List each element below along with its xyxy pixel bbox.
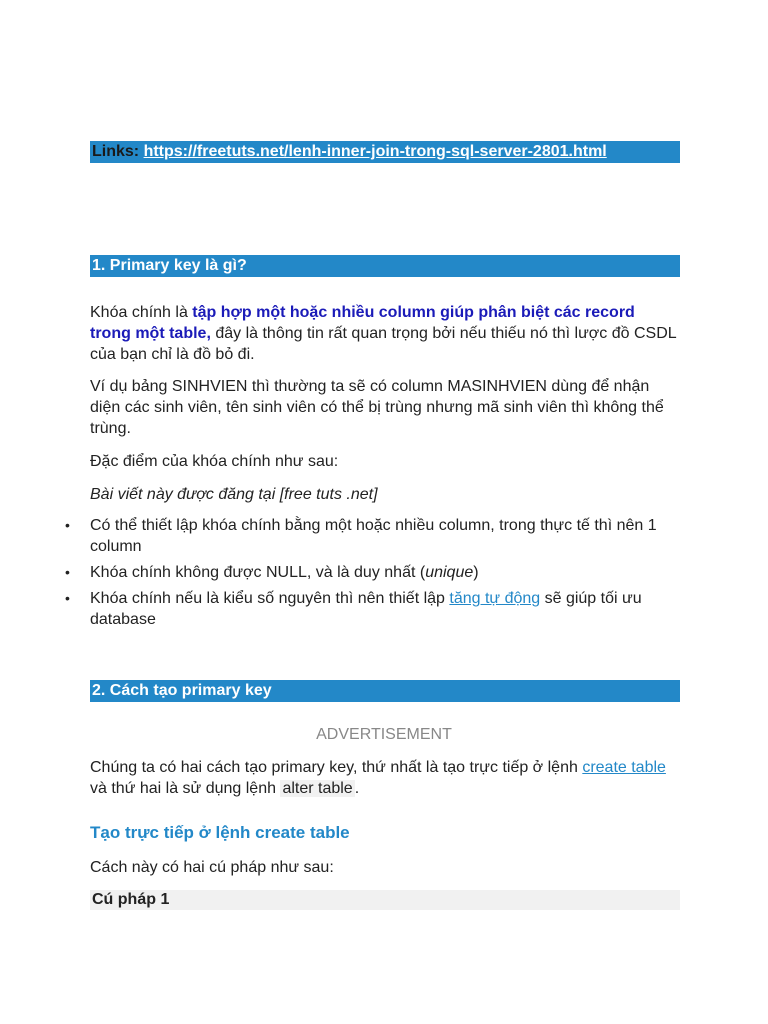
create-table-subheading: Tạo trực tiếp ở lệnh create table: [90, 823, 350, 842]
section-1-paragraph-1: [90, 302, 678, 365]
links-bar: [90, 141, 680, 163]
list-item: • Khóa chính không được NULL, và là duy nhất (unique): [90, 562, 678, 583]
paragraph-text: Khóa chính là: [90, 304, 193, 321]
links-label: Links:: [92, 143, 140, 160]
section-1-paragraph-4: [90, 484, 678, 505]
advertisement-label: ADVERTISEMENT: [316, 726, 452, 743]
syntax-intro: Cách này có hai cú pháp như sau:: [90, 859, 334, 876]
auto-increment-link[interactable]: tăng tự động: [449, 590, 541, 607]
characteristics-list: [90, 515, 678, 635]
primary-key-definition: tập hợp một hoặc nhiều column giúp phân biệt các record trong một table,: [90, 304, 635, 342]
source-article-link[interactable]: https://freetuts.net/lenh-inner-join-trong-sql-server-2801.html: [143, 143, 607, 160]
list-item: • Khóa chính nếu là kiểu số nguyên thì nên thiết lập tăng tự động sẽ giúp tối ưu database: [90, 588, 678, 630]
syntax-1-block: Cú pháp 1: [90, 890, 680, 910]
source-note: Bài viết này được đăng tại [free tuts .net]: [90, 486, 378, 503]
section-2-paragraph-2: [90, 857, 678, 878]
paragraph-text: đây là thông tin rất quan trọng bởi nếu thiếu nó thì lược đồ CSDL của bạn chỉ là đồ bỏ đi.: [90, 325, 677, 363]
example-paragraph: Ví dụ bảng SINHVIEN thì thường ta sẽ có column MASINHVIEN dùng để nhận diện các sinh viên, tên sinh viên có thể bị trùng nhưng mã sinh viên thì không thể trùng.: [90, 378, 664, 437]
section-1-paragraph-3: [90, 451, 678, 472]
unique-term: unique: [425, 564, 474, 581]
section-2-paragraph-1: Chúng ta có hai cách tạo primary key, thứ nhất là tạo trực tiếp ở lệnh create table và thứ hai là sử dụng lệnh alter table .: [90, 759, 666, 797]
create-table-link[interactable]: create table: [582, 759, 666, 776]
alter-table-code: alter table: [282, 780, 353, 797]
section-1-heading: 1. Primary key là gì?: [90, 255, 680, 277]
section-2-heading: 2. Cách tạo primary key: [90, 680, 680, 702]
characteristics-intro: Đặc điểm của khóa chính như sau:: [90, 453, 339, 470]
section-1-paragraph-2: [90, 376, 678, 439]
list-item: • Có thể thiết lập khóa chính bằng một hoặc nhiều column, trong thực tế thì nên 1 column: [90, 515, 678, 557]
